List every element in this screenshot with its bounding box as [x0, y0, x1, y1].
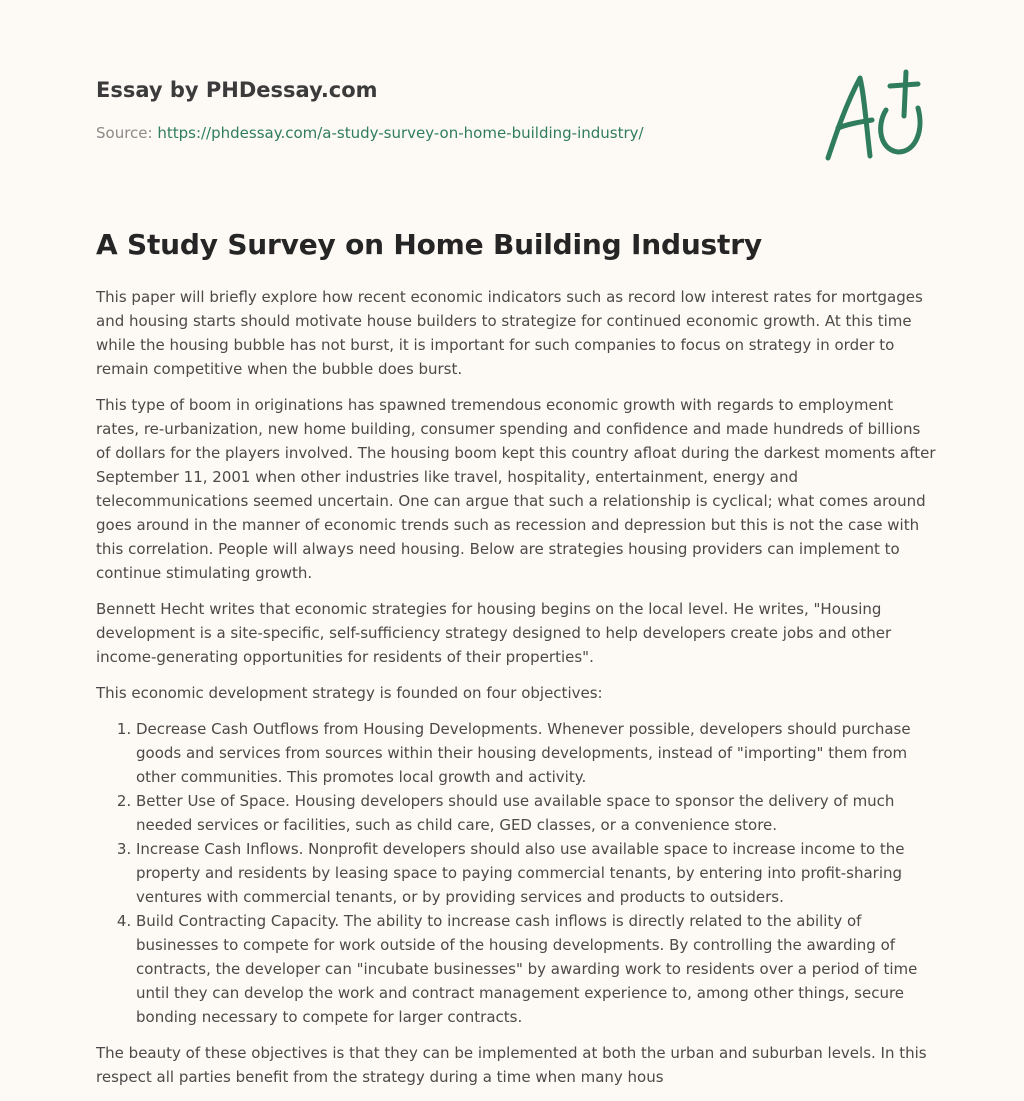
article-body [96, 285, 936, 1101]
list-item: 2. Better Use of Space. Housing developers should use available space to sponsor the delivery of much needed services or facilities, such as child care, GED classes, or a convenience store. [136, 789, 936, 837]
closing-paragraph: The beauty of these objectives is that they can be implemented at both the urban and suburban levels. In this respect all parties benefit from the strategy during a time when many hous [96, 1044, 927, 1086]
paragraph: This type of boom in originations has spawned tremendous economic growth with regards to employment rates, re-urbanization, new home building, consumer spending and confidence and made hundreds of billions of dollars for the players involved. The housing boom kept this country afloat during the darkest moments after September 11, 2001 when other industries like travel, hospitality, entertainment, energy and telecommunications seemed uncertain. One can argue that such a relationship is cyclical; what comes around goes around in the manner of economic trends such as recession and depression but this is not the case with this correlation. People will always need housing. Below are strategies housing providers can implement to continue stimulating growth. [96, 396, 936, 582]
objectives-list [96, 717, 936, 1029]
list-item: 3. Increase Cash Inflows. Nonprofit developers should also use available space to increase income to the property and residents by leasing space to paying commercial tenants, by entering into profit-sharing ventures with commercial tenants, or by providing services and products to outsiders. [136, 837, 936, 909]
paragraph: This economic development strategy is founded on four objectives: [96, 684, 603, 702]
paragraph: Bennett Hecht writes that economic strategies for housing begins on the local level. He writes, "Housing development is a site-specific, self-sufficiency strategy designed to help developers create jobs and other income-generating opportunities for residents of their properties". [96, 600, 892, 666]
a-plus-logo-icon [820, 64, 930, 168]
list-item: 1. Decrease Cash Outflows from Housing Developments. Whenever possible, developers should purchase goods and services from sources within their housing developments, instead of "importing" them from other communities. This promotes local growth and activity. [136, 717, 936, 789]
source-line [96, 123, 644, 143]
paragraph: This paper will briefly explore how recent economic indicators such as record low interest rates for mortgages and housing starts should motivate house builders to strategize for continued economic growth. At this time while the housing bubble has not burst, it is important for such companies to focus on strategy in order to remain competitive when the bubble does burst. [96, 288, 923, 378]
source-link[interactable]: https://phdessay.com/a-study-survey-on-home-building-industry/ [157, 124, 644, 142]
article-title: A Study Survey on Home Building Industry [96, 228, 762, 261]
site-title: Essay by PHDessay.com [96, 78, 378, 102]
source-label: Source: [96, 124, 158, 142]
list-item: 4. Build Contracting Capacity. The ability to increase cash inflows is directly related to the ability of businesses to compete for work outside of the housing developments. By controlling the awarding of contracts, the developer can "incubate businesses" by awarding work to residents over a period of time until they can develop the work and contract management experience to, among other things, secure bonding necessary to compete for larger contracts. [136, 909, 936, 1029]
